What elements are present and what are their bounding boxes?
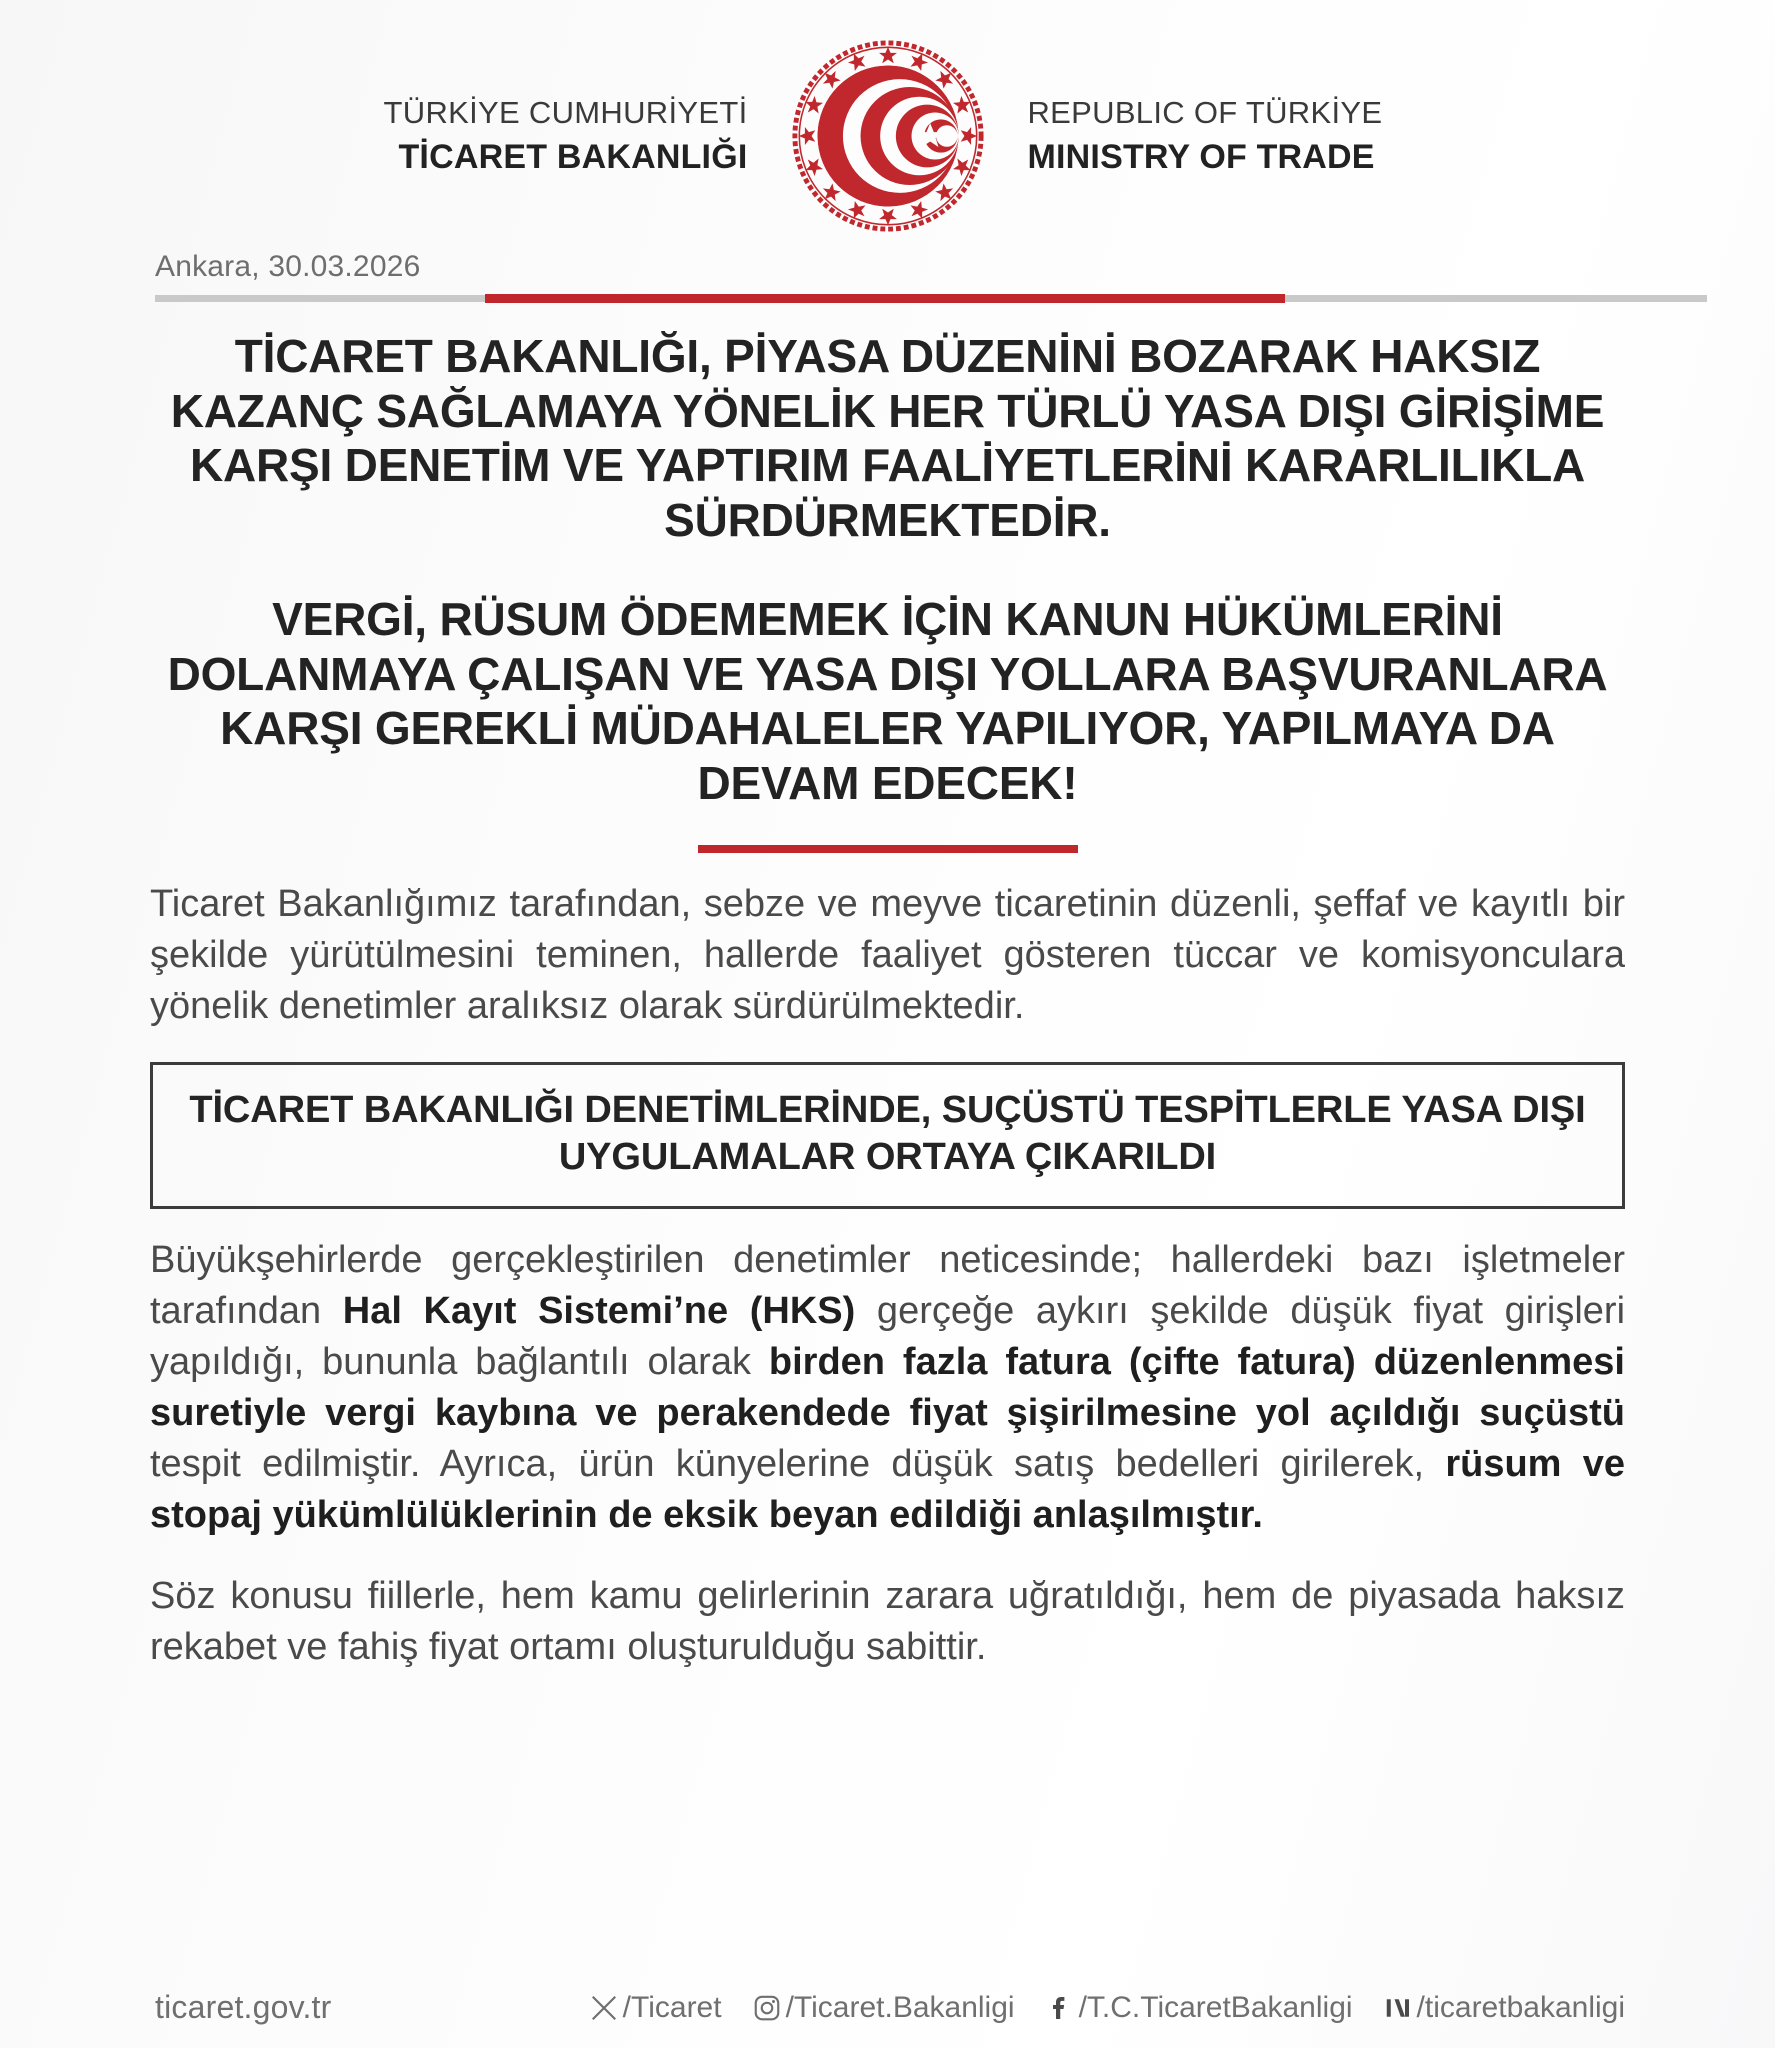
social-links xyxy=(589,1991,1625,2025)
social-link-instagram[interactable] xyxy=(752,1991,1015,2025)
paragraph-conclusion: Söz konusu fiillerle, hem kamu gelirlerinin zarara uğratıldığı, hem de piyasada haksız rekabet ve fahiş fiyat ortamı oluşturulduğu sabittir. xyxy=(150,1574,1625,1668)
social-handle-x: /Ticaret xyxy=(622,1990,722,2024)
divider-gray-right xyxy=(1285,295,1707,302)
x-twitter-icon xyxy=(589,1993,619,2023)
paragraph-findings-seg3: tespit edilmiştir. Ayrıca, ürün künyelerine düşük satış bedelleri girilerek, xyxy=(150,1442,1446,1485)
boxed-subheading: TİCARET BAKANLIĞI DENETİMLERİNDE, SUÇÜSTÜ TESPİTLERLE YASA DIŞI UYGULAMALAR ORTAYA ÇIKARILDI xyxy=(150,1062,1625,1210)
social-handle-facebook: /T.C.TicaretBakanligi xyxy=(1078,1990,1353,2024)
linkedin-n-icon xyxy=(1383,1993,1413,2023)
instagram-icon xyxy=(752,1993,782,2023)
social-link-facebook[interactable] xyxy=(1045,1991,1353,2025)
social-link-x[interactable] xyxy=(589,1991,722,2025)
divider-red xyxy=(485,294,1285,303)
paragraph-intro: Ticaret Bakanlığımız tarafından, sebze ve meyve ticaretinin düzenli, şeffaf ve kayıtlı bir şekilde yürütülmesini teminen, hallerde faaliyet gösteren tüccar ve komisyonculara yönelik denetimler aralıksız olarak sürdürülmektedir. xyxy=(150,882,1625,1027)
divider-gray-left xyxy=(155,295,485,302)
header-country-en: REPUBLIC OF TÜRKİYE xyxy=(1027,95,1383,130)
facebook-icon xyxy=(1045,1993,1075,2023)
turkish-state-emblem xyxy=(790,38,986,234)
header-ministry-en: MINISTRY OF TRADE xyxy=(1027,138,1375,176)
paragraph-findings xyxy=(150,1235,1625,1540)
footer-website[interactable]: ticaret.gov.tr xyxy=(155,1989,332,2025)
header-english-titles xyxy=(986,95,1508,177)
dateline: Ankara, 30.03.2026 xyxy=(155,250,421,283)
paragraph-findings-bold1: Hal Kayıt Sistemi’ne (HKS) xyxy=(342,1290,856,1333)
header-ministry-tr: TİCARET BAKANLIĞI xyxy=(398,138,748,176)
social-handle-instagram: /Ticaret.Bakanligi xyxy=(785,1990,1015,2024)
headline-secondary: VERGİ, RÜSUM ÖDEMEMEK İÇİN KANUN HÜKÜMLERİNİ DOLANMAYA ÇALIŞAN VE YASA DIŞI YOLLARA BAŞVURANLARA KARŞI GEREKLİ MÜDAHALELER YAPILIYOR, YAPILMAYA DA DEVAM EDECEK! xyxy=(167,592,1608,810)
paragraph-findings-bold3: rüsum ve stopaj yükümlülüklerinin de eksik beyan edildiği anlaşılmıştır. xyxy=(150,1442,1625,1536)
dateline-container xyxy=(0,250,1775,284)
header-turkish-titles xyxy=(268,95,790,177)
social-handle-linkedin: /ticaretbakanligi xyxy=(1416,1990,1625,2024)
paragraph-findings-seg2: gerçeğe aykırı şekilde düşük fiyat girişleri yapıldığı, bununla bağlantılı olarak xyxy=(150,1290,1626,1384)
header-country-tr: TÜRKİYE CUMHURİYETİ xyxy=(383,95,748,130)
social-link-linkedin[interactable] xyxy=(1383,1991,1625,2025)
paragraph-findings-bold2: birden fazla fatura (çifte fatura) düzenlenmesi suretiyle vergi kaybına ve perakendede fiyat şişirilmesine yol açıldığı suçüstü xyxy=(150,1341,1625,1435)
document-footer xyxy=(0,1989,1775,2026)
paragraph-findings-seg1: Büyükşehirlerde gerçekleştirilen denetimler neticesinde; hallerdeki bazı işletmeler tarafından xyxy=(150,1239,1625,1333)
header-divider xyxy=(155,294,1707,303)
headline-primary: TİCARET BAKANLIĞI, PİYASA DÜZENİNİ BOZARAK HAKSIZ KAZANÇ SAĞLAMAYA YÖNELİK HER TÜRLÜ YASA DIŞI GİRİŞİME KARŞI DENETİM VE YAPTIRIM FAALİYETLERİNİ KARARLILIKLA SÜRDÜRMEKTEDİR. xyxy=(170,330,1605,547)
headline-underline-rule xyxy=(698,845,1078,853)
document-header xyxy=(0,0,1775,234)
